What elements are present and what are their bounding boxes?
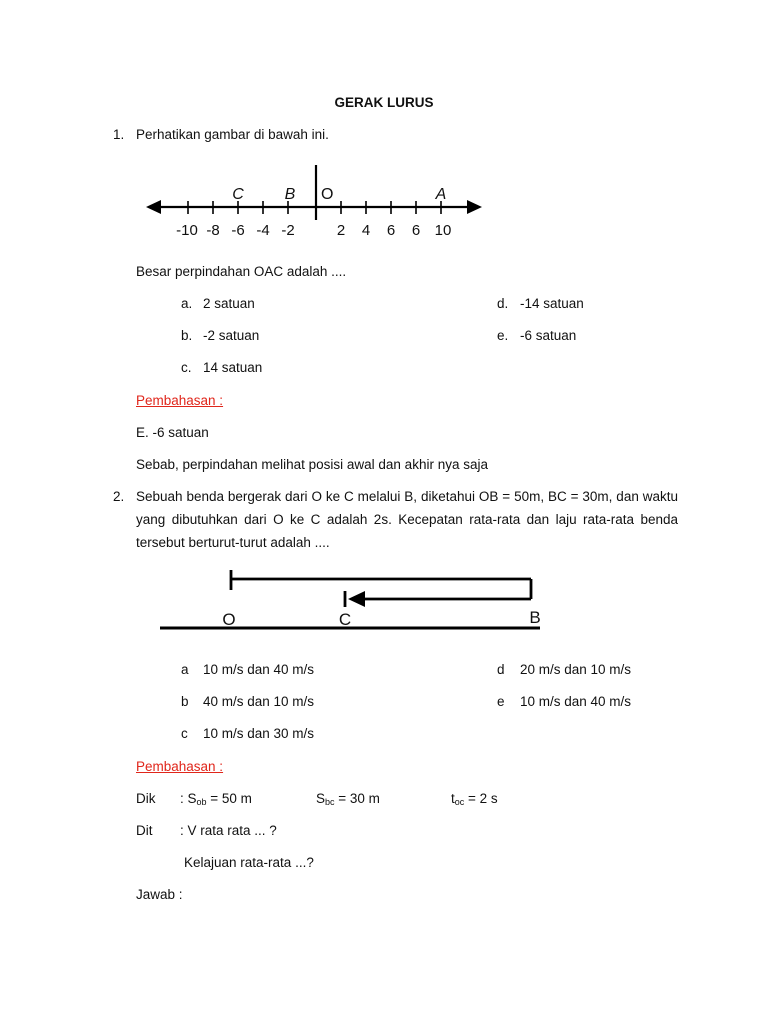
q2-option-text: 40 m/s dan 10 m/s [203,694,315,709]
q2-prompt: Sebuah benda bergerak dari O ke C melalui B, diketahui OB = 50m, BC = 30m, dan waktu yang dibutuhkan dari O ke C adalah 2s. Kecepatan rata-rata dan laju rata-rata benda tersebut berturut-turut adalah .... [136,489,678,550]
tick-label: -6 [231,222,245,239]
dit-label: Dit [136,823,153,838]
q1-question: Besar perpindahan OAC adalah .... [136,264,347,279]
dit-line-1: : V rata rata ... ? [180,823,277,838]
dik-label: Dik [136,791,156,806]
point-label-c: C [232,186,244,203]
page-title: GERAK LURUS [334,95,434,110]
figure-label-o: O [222,610,236,629]
q1-option-text: 2 satuan [203,296,255,311]
displacement-figure [155,560,555,635]
q1-option-letter: e. [497,328,509,343]
right-arrow-head [467,200,482,214]
q1-reason: Sebab, perpindahan melihat posisi awal dan akhir nya saja [136,457,488,472]
tick-label: 6 [411,222,421,239]
tick-label: -10 [176,222,198,239]
q2-number: 2. [113,489,125,504]
tick-label: 10 [434,222,452,239]
figure-label-b: B [529,608,541,627]
q2-discussion-label: Pembahasan : [136,759,224,774]
point-label-o: O [321,186,334,203]
q2-option-letter: d [497,662,505,677]
point-label-a: A [435,186,447,203]
q1-prompt: Perhatikan gambar di bawah ini. [136,127,329,142]
point-label-b: B [284,186,296,203]
q1-option-text: 14 satuan [203,360,263,375]
q2-option-letter: e [497,694,505,709]
tick-label: 4 [361,222,371,239]
q1-option-text: -2 satuan [203,328,260,343]
q1-option-text: -6 satuan [520,328,577,343]
q2-option-text: 10 m/s dan 40 m/s [203,662,315,677]
dik-s-ob: : $S_{ob} = 50$ m [180,791,252,807]
q1-number: 1. [113,127,125,142]
tick-label: 6 [386,222,396,239]
q1-option-letter: d. [497,296,509,311]
q2-option-letter: b [181,694,189,709]
figure-label-c: C [338,610,352,629]
tick-label: -8 [206,222,220,239]
q1-option-letter: a. [181,296,193,311]
left-arrow-head [146,200,161,214]
q1-option-letter: c. [181,360,192,375]
tick-label: 2 [336,222,346,239]
q1-discussion-label: Pembahasan : [136,393,224,408]
q2-option-text: 10 m/s dan 30 m/s [203,726,315,741]
q1-option-letter: b. [181,328,193,343]
tick-label: -4 [256,222,270,239]
dit-line-2: Kelajuan rata-rata ...? [184,855,314,870]
q1-answer: E. -6 satuan [136,425,209,440]
tick-label: -2 [281,222,295,239]
q2-option-letter: a [181,662,189,677]
q2-option-text: 20 m/s dan 10 m/s [520,662,632,677]
q2-option-letter: c [181,726,188,741]
dik-t-oc: $t_{oc} = 2$ s [451,791,498,807]
number-line-figure [140,160,490,245]
q1-option-text: -14 satuan [520,296,584,311]
jawab-label: Jawab : [136,887,183,902]
q2-option-text: 10 m/s dan 40 m/s [520,694,632,709]
path-arrow-head [348,591,365,607]
dik-s-bc: $S_{bc} = 30$ m [316,791,380,807]
